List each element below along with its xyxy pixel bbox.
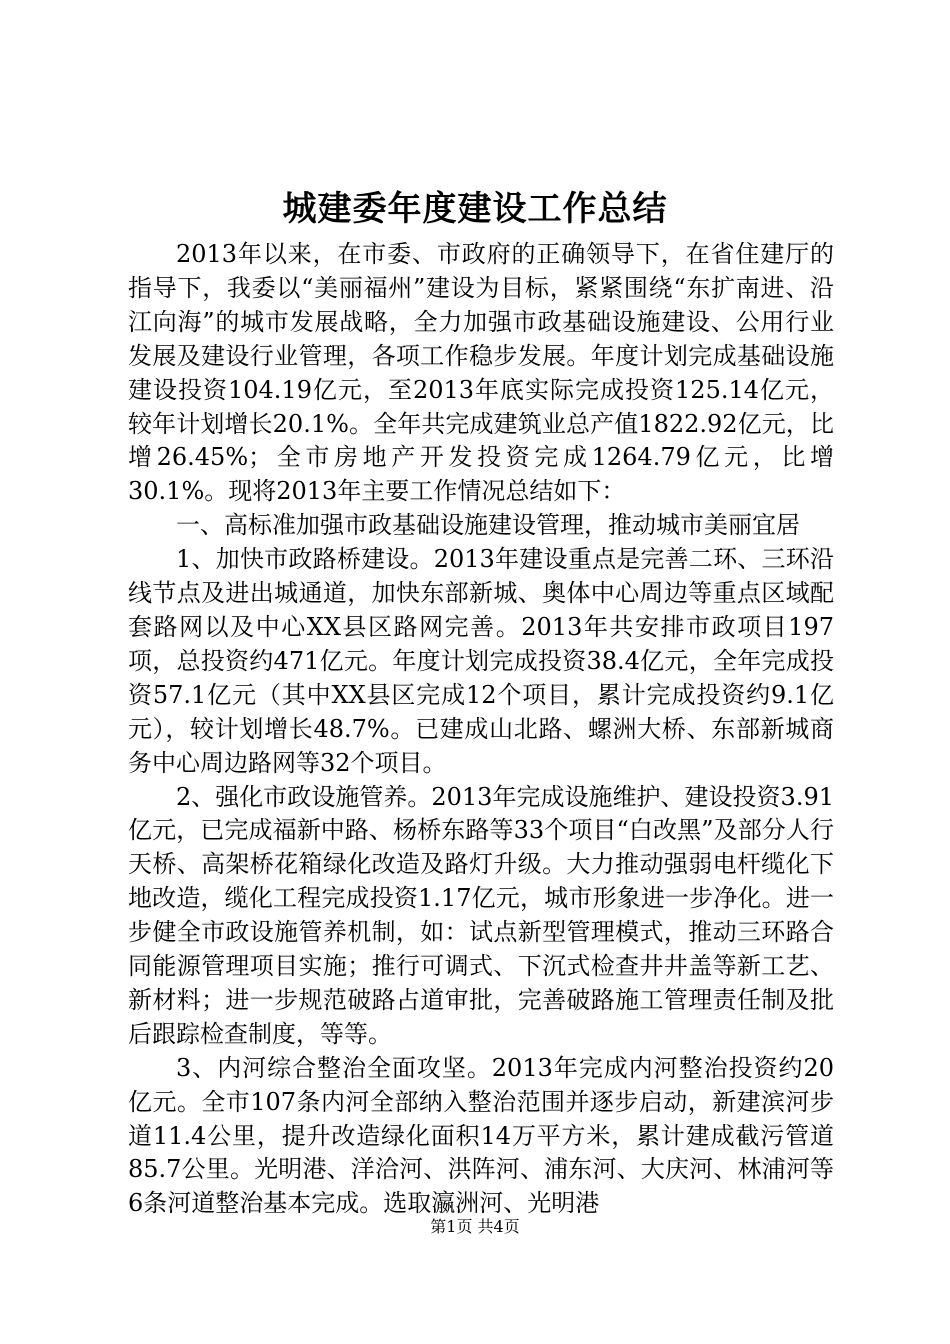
body-paragraph: 1、加快市政路桥建设。2013年建设重点是完善二环、三环沿线节点及进出城通道，加快东部新城、奥体中心周边等重点区域配套路网以及中心XX县区路网完善。2013年共安排市政项目197项，总投资约471亿元。年度计划完成投资38.4亿元，全年完成投资57.1亿元（其中XX县区完成12个项目，累计完成投资约9.1亿元），较计划增长48.7%。已建成山北路、螺洲大桥、东部新城商务中心周边路网等32个项目。 [128, 545, 834, 777]
document-title: 城建委年度建设工作总结 [282, 189, 668, 229]
section-heading: 一、高标准加强市政基础设施建设管理，推动城市美丽宜居 [176, 511, 800, 540]
body-paragraph: 2、强化市政设施管养。2013年完成设施维护、建设投资3.91亿元，已完成福新中路、杨桥东路等33个项目“白改黑”及部分人行天桥、高架桥花箱绿化改造及路灯升级。大力推动强弱电杆缆化下地改造，缆化工程完成投资1.17亿元，城市形象进一步净化。进一步健全市政设施管养机制，如：试点新型管理模式，推动三环路合同能源管理项目实施；推行可调式、下沉式检查井井盖等新工艺、新材料；进一步规范破路占道审批，完善破路施工管理责任制及批后跟踪检查制度，等等。 [128, 782, 834, 1048]
intro-paragraph: 2013年以来，在市委、市政府的正确领导下，在省住建厅的指导下，我委以“美丽福州”建设为目标，紧紧围绕“东扩南进、沿江向海”的城市发展战略，全力加强市政基础设施建设、公用行业发展及建设行业管理，各项工作稳步发展。年度计划完成基础设施建设投资104.19亿元，至2013年底实际完成投资125.14亿元，较年计划增长20.1%。全年共完成建筑业总产值1822.92亿元，比增26.45%；全市房地产开发投资完成1264.79亿元，比增30.1%。现将2013年主要工作情况总结如下： [128, 240, 834, 506]
document-body [128, 238, 834, 1221]
page-footer: 第1页 共4页 [430, 1217, 520, 1236]
body-paragraph: 3、内河综合整治全面攻坚。2013年完成内河整治投资约20亿元。全市107条内河全部纳入整治范围并逐步启动，新建滨河步道11.4公里，提升改造绿化面积14万平方米，累计建成截污管道85.7公里。光明港、洋洽河、洪阵河、浦东河、大庆河、林浦河等6条河道整治基本完成。选取瀛洲河、光明港 [128, 1053, 834, 1218]
